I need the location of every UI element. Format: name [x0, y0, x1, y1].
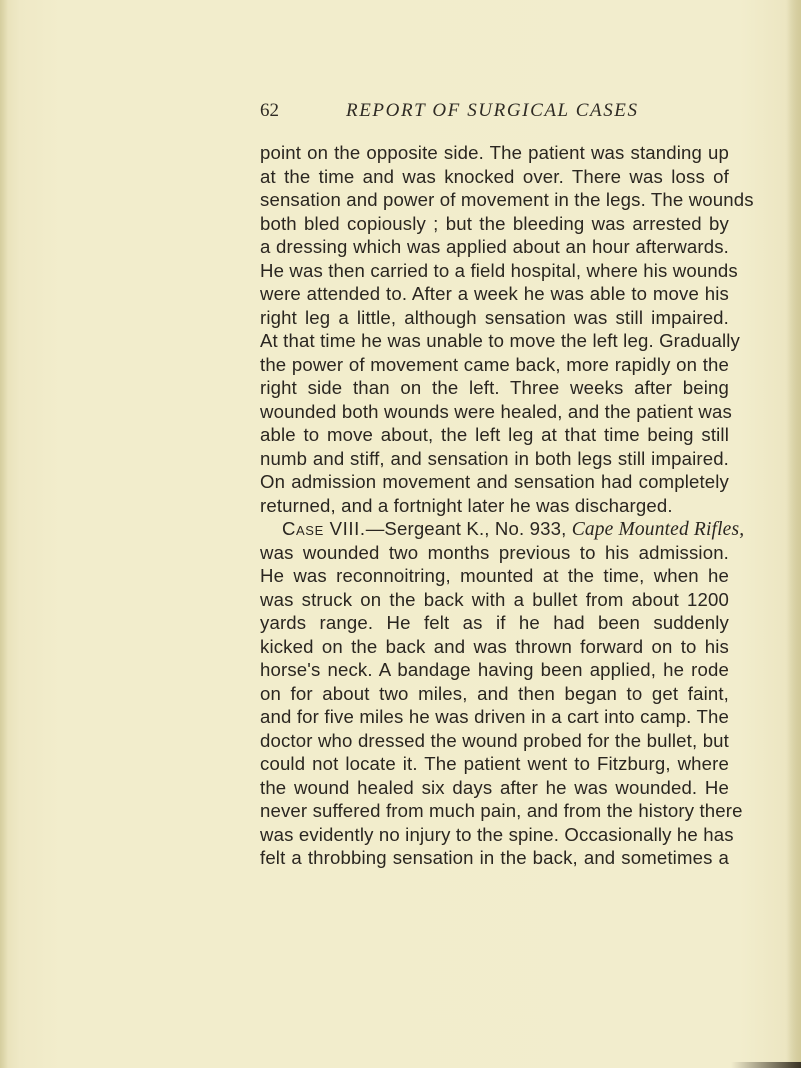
- case-heading-line: [260, 517, 745, 541]
- page-left-edge: [0, 0, 8, 1068]
- text-line: numb and stiff, and sensation in both legs still impaired.: [260, 447, 729, 469]
- text-line: at the time and was knocked over. There was loss of: [260, 165, 729, 187]
- case-heading: Case VIII.: [282, 518, 366, 539]
- text-line: right leg a little, although sensation was still impaired.: [260, 306, 729, 328]
- text-line: point on the opposite side. The patient was standing up: [260, 142, 729, 163]
- running-head: REPORT OF SURGICAL CASES: [346, 100, 639, 121]
- text-line: sensation and power of movement in the legs. The wounds: [260, 189, 754, 210]
- page-number: 62: [260, 100, 279, 121]
- text-line: yards range. He felt as if he had been suddenly: [260, 612, 729, 633]
- body-text: [260, 141, 754, 870]
- text-line: and for five miles he was driven in a cart into camp. The: [260, 706, 729, 727]
- text-line: was wounded two months previous to his admission.: [260, 541, 729, 563]
- page-header: [260, 100, 720, 126]
- text-line: was struck on the back with a bullet from about 1200: [260, 588, 729, 610]
- text-line: both bled copiously ; but the bleeding was arrested by: [260, 212, 729, 234]
- text-line: on for about two miles, and then began to get faint,: [260, 682, 729, 704]
- text-line: He was reconnoitring, mounted at the time, when he: [260, 565, 729, 586]
- text-line: returned, and a fortnight later he was discharged.: [260, 494, 673, 516]
- text-line: right side than on the left. Three weeks after being: [260, 377, 729, 398]
- text-line: He was then carried to a field hospital, where his wounds: [260, 259, 738, 281]
- text-line: horse's neck. A bandage having been applied, he rode: [260, 659, 729, 680]
- text-line: On admission movement and sensation had completely: [260, 471, 729, 492]
- text-line: wounded both wounds were healed, and the patient was: [260, 400, 732, 422]
- text-line: felt a throbbing sensation in the back, and sometimes a: [260, 847, 729, 868]
- text-line: was evidently no injury to the spine. Occasionally he has: [260, 823, 734, 845]
- text-line: never suffered from much pain, and from the history there: [260, 800, 743, 821]
- case-heading-rest: —Sergeant K., No. 933,: [365, 518, 572, 539]
- text-line: the power of movement came back, more rapidly on the: [260, 353, 729, 375]
- page-corner-shadow: [731, 1062, 801, 1068]
- regiment-name: Cape Mounted Rifles,: [571, 519, 745, 540]
- text-line: the wound healed six days after he was wounded. He: [260, 776, 729, 798]
- text-line: At that time he was unable to move the left leg. Gradually: [260, 330, 740, 351]
- page-right-edge: [787, 0, 801, 1068]
- text-line: were attended to. After a week he was able to move his: [260, 283, 729, 304]
- text-line: doctor who dressed the wound probed for the bullet, but: [260, 729, 729, 751]
- text-line: could not locate it. The patient went to Fitzburg, where: [260, 753, 729, 774]
- text-line: kicked on the back and was thrown forward on to his: [260, 635, 729, 657]
- text-line: able to move about, the left leg at that time being still: [260, 424, 729, 445]
- text-line: a dressing which was applied about an hour afterwards.: [260, 236, 729, 257]
